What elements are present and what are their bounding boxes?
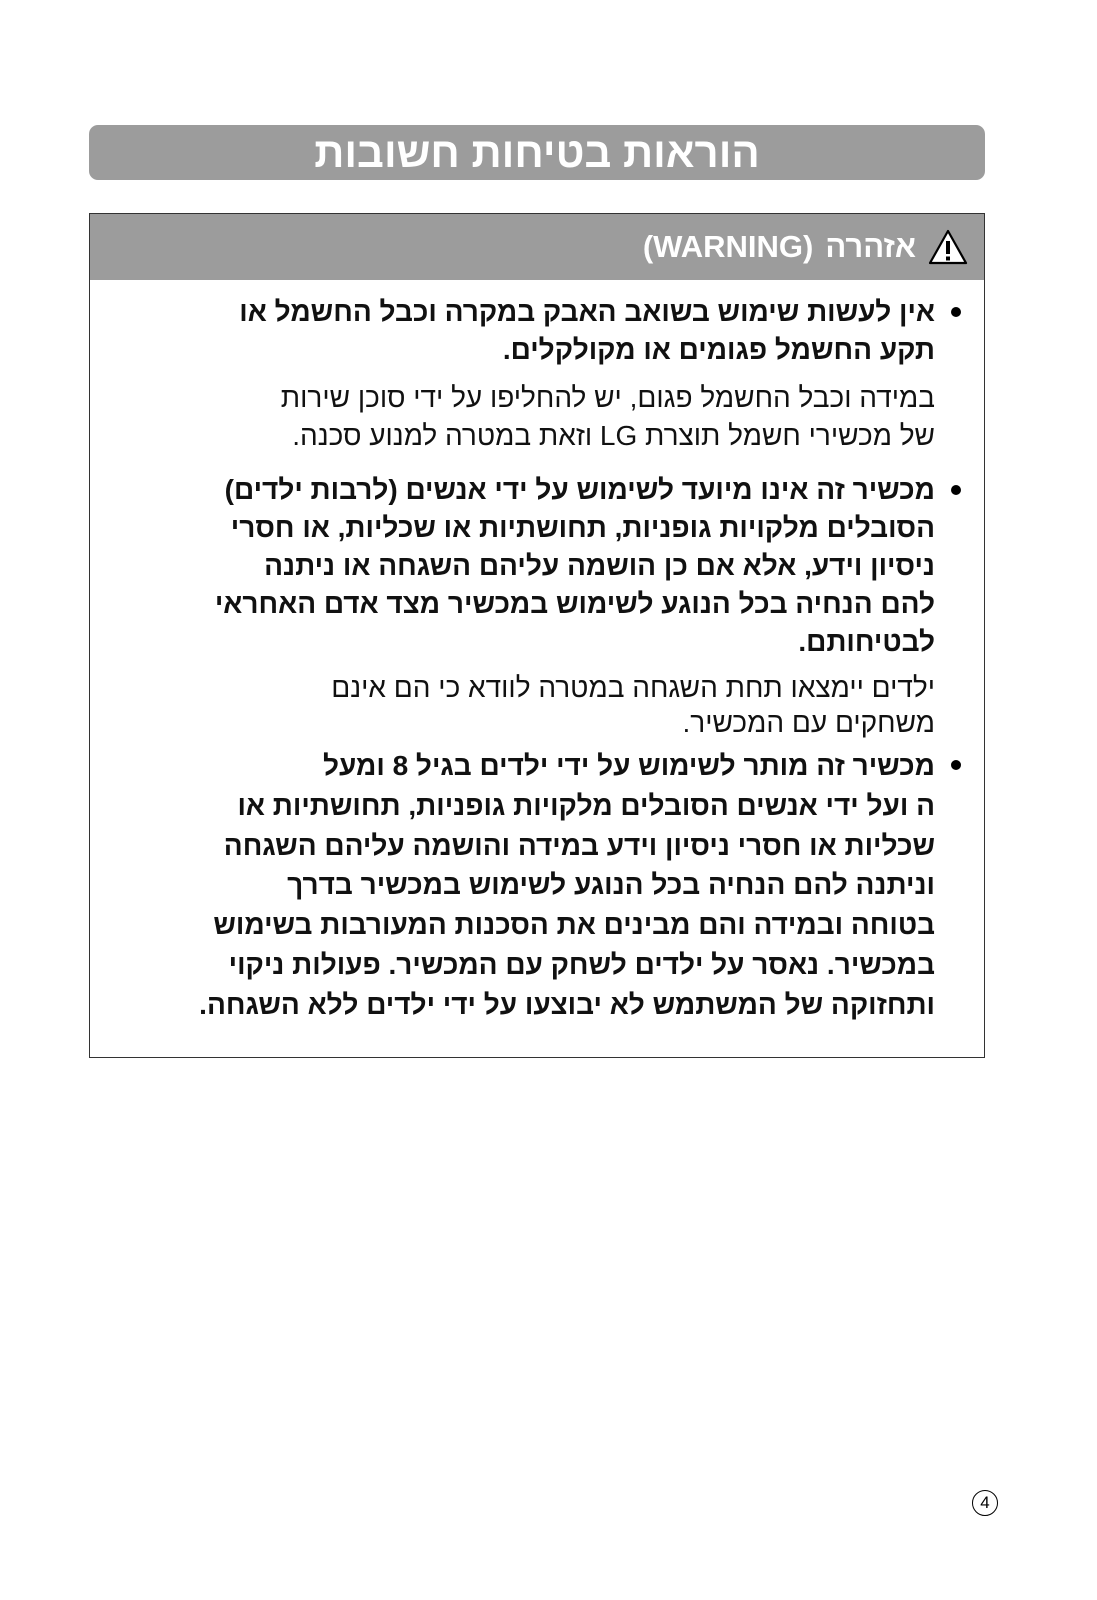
bullet-dot (951, 485, 961, 495)
page-number: 4 (972, 1490, 998, 1516)
bullet-line: אין לעשות שימוש בשואב האבק במקרה וכבל החשמל או (239, 296, 935, 327)
bullet-dot (951, 307, 961, 317)
bullet-line: ותחזוקה של המשתמש לא יבוצעו על ידי ילדים ללא השגחה. (199, 988, 935, 1020)
note-line: ילדים יימצאו תחת השגחה במטרה לוודא כי הם אינם (331, 672, 935, 703)
note-line: של מכשירי חשמל תוצרת LG וזאת במטרה למנוע סכנה. (292, 420, 935, 451)
warning-heading: אזהרה (825, 229, 916, 264)
page-title: הוראות בטיחות חשובות (89, 125, 985, 180)
warning-bullet-item (90, 746, 984, 1025)
bullet-dot (951, 760, 961, 770)
bullet-line: ה ועל ידי אנשים הסובלים מלקויות גופניות, תחושתיות או (237, 789, 935, 821)
bullet-line: במכשיר. נאסר על ילדים לשחק עם המכשיר. פעולות ניקוי (228, 948, 935, 980)
warning-triangle-icon (928, 229, 968, 265)
warning-bullet-item (90, 471, 984, 661)
bullet-line: שכליות או חסרי ניסיון וידע במידה והושמה עליהם השגחה (223, 829, 935, 861)
bullet-line: תקע החשמל פגומים או מקולקלים. (502, 334, 935, 365)
bullet-line: בטוחה ובמידה והם מבינים את הסכנות המעורבות בשימוש (213, 909, 935, 941)
warning-header (90, 214, 984, 280)
bullet-line: מכשיר זה אינו מיועד לשימוש על ידי אנשים (לרבות ילדים) (224, 474, 935, 505)
note-paragraph (90, 670, 984, 740)
bullet-line: להם הנחיה בכל הנוגע לשימוש במכשיר מצד אדם האחראי (214, 588, 935, 619)
note-line: משחקים עם המכשיר. (682, 707, 935, 738)
bullet-line: הסובלים מלקויות גופניות, תחושתיות או שכליות, או חסרי (230, 512, 935, 543)
bullet-line: לבטיחותם. (798, 626, 935, 657)
warning-box (89, 213, 985, 1058)
note-paragraph (90, 379, 984, 455)
bullet-line: ניסיון וידע, אלא אם כן הושמה עליהם השגחה או ניתנה (264, 550, 935, 581)
bullet-line: וניתנה להם הנחיה בכל הנוגע לשימוש במכשיר בדרך (287, 869, 935, 901)
warning-bullet-item (90, 293, 984, 369)
bullet-line: מכשיר זה מותר לשימוש על ידי ילדים בגיל 8 ומעל (322, 750, 935, 781)
note-line: במידה וכבל החשמל פגום, יש להחליפו על ידי סוכן שירות (280, 382, 935, 413)
warning-heading-en: (WARNING) (642, 229, 814, 264)
